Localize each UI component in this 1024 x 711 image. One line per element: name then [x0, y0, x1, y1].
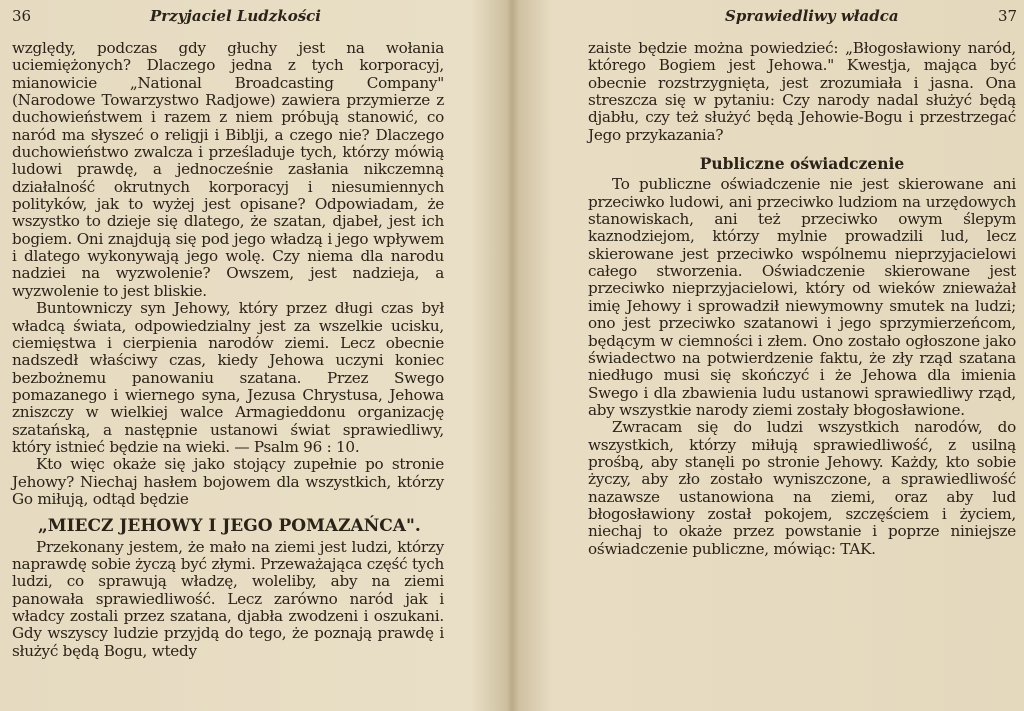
paragraph: względy, podczas gdy głuchy jest na wołania uciemiężonych? Dlaczego jedna z tych korporacyj, mianowicie „National Broadcasting Company" (Narodowe Towarzystwo Radjowe) zawiera przymierze z duchowieństwem i razem z niem próbują stanowić, co naród ma słyszeć o religji i Biblji, a czego nie? Dlaczego duchowieństwo zwalcza i prześladuje tych, którzy mówią ludowi prawdę, a jednocześnie zasłania nikczemną działalność okrutnych korporacyj i niesumiennych polityków, jak to wyżej jest opisane? Odpowiadam, że wszystko to dzieje się dlatego, że szatan, djabeł, jest ich bogiem. Oni znajdują się pod jego władzą i jego wpływem i dlatego wykonywają jego wolę. Czy niema dla narodu nadziei na wyzwolenie? Owszem, jest nadzieja, a wyzwolenie to jest bliskie. — [12, 39, 444, 300]
left-body — [12, 40, 444, 660]
paragraph: Kto więc okaże się jako stojący zupełnie po stronie Jehowy? Niechaj hasłem bojowem dla wszystkich, którzy Go miłują, odtąd będzie — [12, 455, 444, 508]
section-heading: „MIECZ JEHOWY I JEGO POMAZAŃCA". — [38, 516, 421, 537]
section-heading: Publiczne oświadczenie — [699, 154, 905, 174]
paragraph: Buntowniczy syn Jehowy, który przez długi czas był władcą świata, odpowiedzialny jest za wszelkie ucisku, ciemięstwa i cierpienia narodów ziemi. Lecz obecnie nadszedł właściwy czas, kiedy Jehowa uczyni koniec bezbożnemu panowaniu szatana. Przez Swego pomazanego i wiernego syna, Jezusa Chrystusa, Jehowa zniszczy w wielkiej walce Armagieddonu organizację szatańską, a następnie ustanowi świat sprawiedliwy, który istnieć będzie na wieki. — Psalm 96 : 10. — [12, 299, 444, 456]
paragraph: Zwracam się do ludzi wszystkich narodów, do wszystkich, którzy miłują sprawiedliwość, z usilną prośbą, aby stanęli po stronie Jehowy. Każdy, kto sobie życzy, aby zło zostało wyniszczone, a sprawiedliwość nazawsze ustanowiona na ziemi, oraz aby lud błogosławiony został pokojem, szczęściem i życiem, niechaj to okaże przez powstanie i poprze niniejsze oświadczenie publiczne, mówiąc: TAK. — [588, 418, 1016, 558]
page-number: 37 — [998, 7, 1018, 25]
running-title: Przyjaciel Ludzkości — [150, 7, 321, 25]
running-title: Sprawiedliwy władca — [725, 7, 899, 25]
right-body — [588, 40, 1016, 558]
paragraph: zaiste będzie można powiedzieć: „Błogosławiony naród, którego Bogiem jest Jehowa." Kwestja, mająca być obecnie rozstrzygnięta, jest zrozumiała i jasna. Ona streszcza się w pytaniu: Czy narody nadal służyć będą djabłu, czy też służyć będą Jehowie-Bogu i przestrzegać Jego przykazania? — [588, 39, 1016, 144]
paragraph: To publiczne oświadczenie nie jest skierowane ani przeciwko ludowi, ani przeciwko ludziom na urzędowych stanowiskach, ani też przeciwko owym ślepym kaznodziejom, którzy mylnie prowadzili lud, lecz skierowane jest przeciwko wspólnemu nieprzyjacielowi całego stworzenia. Oświadczenie skierowane jest przeciwko nieprzyjacielowi, który od wieków znieważał imię Jehowy i sprowadził niewymowny smutek na ludzi; ono jest przeciwko szatanowi i jego sprzymierzeńcom, będącym w ciemności i złem. Ono zostało ogłoszone jako świadectwo na potwierdzenie faktu, że zły rząd szatana niedługo musi się skończyć i że Jehowa dla imienia Swego i dla zbawienia ludu ustanowi sprawiedliwy rząd, aby wszystkie narody ziemi zostały błogosławione. — [588, 175, 1016, 419]
page-number: 36 — [12, 7, 32, 25]
paragraph: Przekonany jestem, że mało na ziemi jest ludzi, którzy naprawdę sobie życzą być złymi. Przeważająca część tych ludzi, co sprawują władzę, woleliby, aby na ziemi panowała sprawiedliwość. Lecz zarówno naród jak i władcy zostali przez szatana, djabła zwodzeni i oszukani. Gdy wszyscy ludzie przyjdą do tego, że poznają prawdę i służyć będą Bogu, wtedy — [12, 537, 444, 660]
right-page — [512, 0, 1024, 711]
